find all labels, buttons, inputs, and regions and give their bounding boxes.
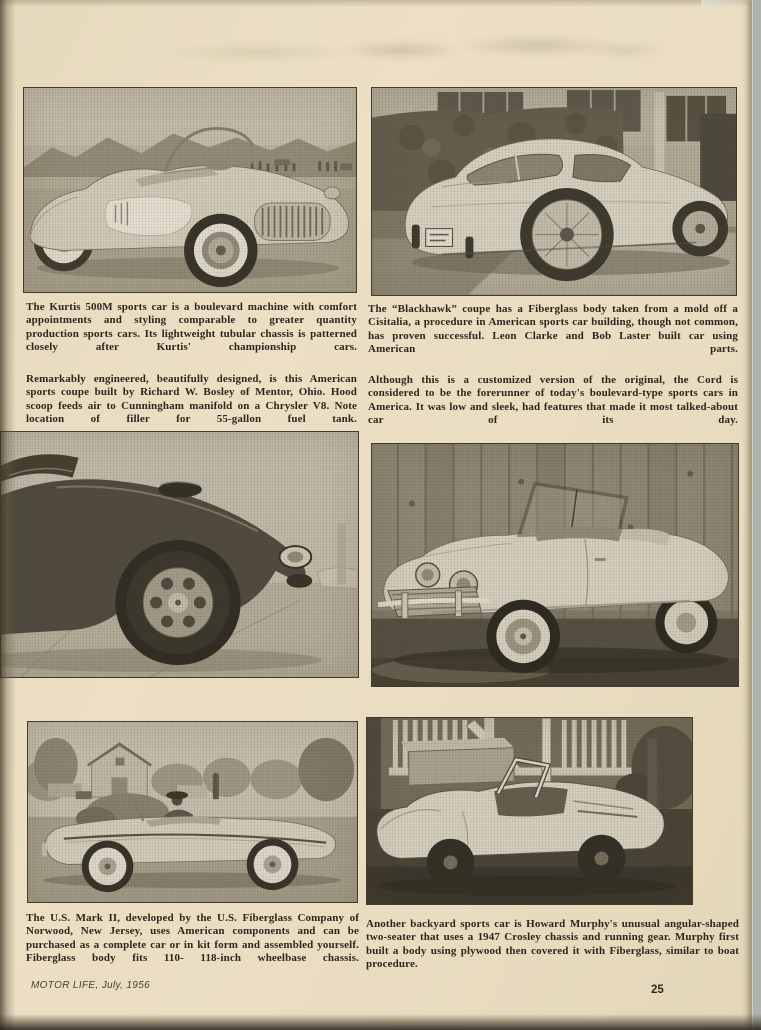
front-wheel — [672, 201, 728, 256]
front-wheel — [427, 839, 475, 886]
caption-bosley: Remarkably engineered, beautifully designed, is this American sports coupe built by Richard W. Bosley of Mentor, Ohio. Hood scoop feeds air to Cunningham manifold on a Chrysler V8. Note location of filler for 55-gallon fuel tank. — [26, 373, 357, 426]
plywood-box — [401, 738, 514, 785]
caption-mark2: The U.S. Mark II, developed by the U.S. Fiberglass Company of Norwood, New Jersey, uses American components and can be purchased as a complete car or in kit form and assembled yourself. Fiberglass body fits 110- 118-inch wheelbase chassis. — [26, 912, 359, 965]
footer-magazine-date: MOTOR LIFE, July, 1956 — [31, 980, 151, 991]
page-corner — [701, 0, 755, 16]
caption-cord: Although this is a customized version of the original, the Cord is considered to be the forerunner of today's boulevard-type sports cars in America. It was low and sleek, had features that made it most talked-about car of its day. — [368, 374, 738, 427]
photo-cord-custom — [371, 443, 739, 687]
front-wheel — [184, 214, 258, 287]
footer-page-number: 25 — [651, 984, 664, 996]
front-wheel — [82, 841, 134, 892]
grille — [255, 203, 331, 241]
caption-blackhawk: The “Blackhawk” coupe has a Fiberglass body taken from a mold off a Cisitalia, a procedure in American sports car building, though not common, has proven successful. Leon Clarke and Bob Laster built car using American parts. — [368, 303, 738, 356]
scan-edge-top — [0, 0, 761, 7]
page-edge-strip — [752, 0, 761, 1030]
photo-kurtis-500m — [23, 87, 357, 293]
kurtis-illustration — [24, 88, 356, 292]
blackhawk-illustration — [372, 88, 736, 295]
caption-murphy: Another backyard sports car is Howard Murphy's unusual angular-shaped two-seater that uses a 1947 Crosley chassis and running gear. Murphy first built a body using plywood then covered it with Fiberglass, similar to boat procedure. — [366, 918, 739, 971]
rear-wire-wheel — [520, 188, 613, 281]
front-wheel — [486, 600, 560, 673]
rear-wheel — [578, 835, 626, 882]
bleedthrough-smudge — [95, 26, 685, 70]
rear-wheel — [247, 839, 299, 890]
murphy-illustration — [367, 718, 692, 904]
mark2-illustration — [28, 722, 357, 902]
license-plate — [426, 229, 453, 247]
photo-murphy-special — [366, 717, 693, 905]
scan-edge-bottom — [0, 1014, 761, 1030]
cord-illustration — [372, 444, 738, 686]
front-wheel — [115, 540, 240, 665]
side-cove — [105, 197, 192, 236]
cockpit — [494, 787, 568, 817]
photo-bosley-closeup — [0, 431, 359, 678]
photo-us-mark2 — [27, 721, 358, 903]
binding-shadow — [0, 0, 16, 1030]
photo-blackhawk-coupe — [371, 87, 737, 296]
caption-kurtis: The Kurtis 500M sports car is a boulevard machine with comfort appointments and styling comparable to greater quantity production sports cars. Its lightweight tubular chassis is patterned closely after Kurtis' championship cars. — [26, 301, 357, 354]
bosley-illustration — [1, 432, 358, 677]
